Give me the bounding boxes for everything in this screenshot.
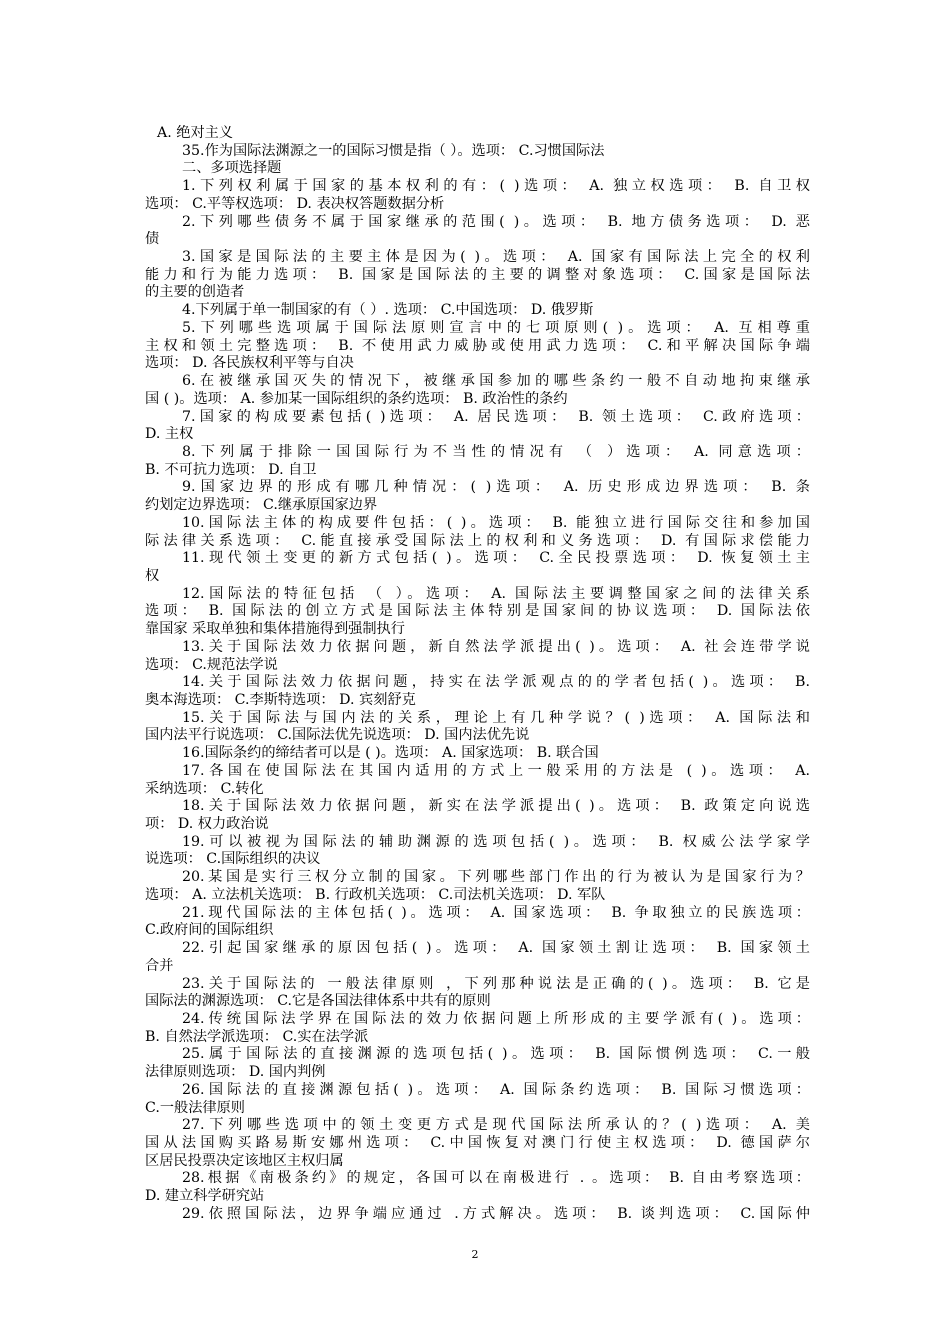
text-line: 采纳选项： C.转化 — [145, 780, 264, 797]
text-line: 二、多项选择题 — [182, 160, 282, 177]
text-line: 26.国际法的直接渊源包括( )。选项： A. 国际条约选项： B. 国际习惯选项： — [182, 1081, 810, 1098]
text-line: C.一般法律原则 — [145, 1099, 245, 1116]
text-line: 14.关于国际法效力依据问题，持实在法学派观点的的学者包括( )。选项： B. — [182, 674, 810, 691]
text-line: 靠国家 采取单独和集体措施得到强制执行 — [145, 621, 405, 638]
text-line: 的主要的创造者 — [145, 284, 245, 301]
text-line: 主权和领土完整选项： B. 不使用武力威胁或使用武力选项： C.和平解决国际争端 — [145, 337, 810, 354]
text-line: 际法律关系选项： C.能直接承受国际法上的权利和义务选项： D. 有国际求偿能力 — [145, 532, 810, 549]
text-line: 29.依照国际法，边界争端应通过 .方式解决。选项： B. 谈判选项： C.国际仲 — [182, 1205, 810, 1222]
text-line: 12.国际法的特征包括 （ ）。选项： A. 国际法主要调整国家之间的法律关系 — [182, 585, 810, 602]
text-line: 5.下列哪些选项属于国际法原则宣言中的七项原则( )。选项： A. 互相尊重 — [182, 319, 810, 336]
text-line: 选项： D. 各民族权利平等与自决 — [145, 355, 354, 372]
text-line: 1.下列权利属于国家的基本权利的有：( )选项： A. 独立权选项： B. 自卫权 — [182, 178, 810, 195]
text-line: D. 建立科学研究站 — [145, 1188, 265, 1205]
text-line: 6.在被继承国灭失的情况下，被继承国参加的哪些条约一般不自动地拘束继承 — [182, 373, 810, 390]
text-line: 22.引起国家继承的原因包括( )。选项： A. 国家领土割让选项： B. 国家领土 — [182, 940, 810, 957]
text-line: 能力和行为能力选项： B. 国家是国际法的主要的调整对象选项： C.国家是国际法 — [145, 266, 810, 283]
text-line: 选项： C.规范法学说 — [145, 656, 278, 673]
text-line: 国内法平行说选项： C.国际法优先说选项： D. 国内法优先说 — [145, 727, 530, 744]
text-line: 8.下列属于排除一国国际行为不当性的情况有 （ ）选项： A. 同意选项： — [182, 443, 810, 460]
text-line: 24.传统国际法学界在国际法的效力依据问题上所形成的主要学派有( )。选项： — [182, 1010, 810, 1027]
text-line: 约划定边界选项： C.继承原国家边界 — [145, 497, 378, 514]
text-line: 权 — [145, 567, 160, 584]
text-line: 2.下列哪些债务不属于国家继承的范围( )。选项： B. 地方债务选项： D. 恶 — [182, 213, 810, 230]
text-line: 国际法的渊源选项： C.它是各国法律体系中共有的原则 — [145, 993, 491, 1010]
text-line: 13.关于国际法效力依据问题，新自然法学派提出( )。选项： A. 社会连带学说 — [182, 638, 810, 655]
text-line: 17.各国在使国际法在其国内适用的方式上一般采用的方法是 ( )。选项： A. — [182, 762, 810, 779]
text-line: 3.国家是国际法的主要主体是因为( )。选项： A. 国家有国际法上完全的权利 — [182, 249, 810, 266]
page-number: 2 — [471, 1248, 479, 1261]
text-line: 18.关于国际法效力依据问题，新实在法学派提出( )。选项： B. 政策定向说选 — [182, 798, 810, 815]
text-line: 21.现代国际法的主体包括( )。选项： A. 国家选项： B. 争取独立的民族选项： — [182, 904, 810, 921]
text-line: 15.关于国际法与国内法的关系，理论上有几种学说？( )选项： A. 国际法和 — [182, 709, 810, 726]
text-line: 国从法国购买路易斯安娜州选项： C.中国恢复对澳门行使主权选项： D. 德国萨尔 — [145, 1134, 810, 1151]
text-line: 35.作为国际法渊源之一的国际习惯是指（ ）。选项： C.习惯国际法 — [182, 142, 605, 159]
text-line: B. 不可抗力选项： D. 自卫 — [145, 461, 317, 478]
text-line: 项： D. 权力政治说 — [145, 816, 269, 833]
text-line: 区居民投票决定该地区主权归属 — [145, 1152, 344, 1169]
text-line: 奥本海选项： C.李斯特选项： D. 宾刻舒克 — [145, 692, 416, 708]
text-line: 债 — [145, 231, 160, 248]
text-line: C.政府间的国际组织 — [145, 922, 274, 939]
text-line: 4.下列属于单一制国家的有（ ）. 选项： C.中国选项： D. 俄罗斯 — [182, 302, 594, 319]
text-line: 10.国际法主体的构成要件包括：( )。选项： B. 能独立进行国际交往和参加国 — [182, 514, 810, 531]
text-line: 19.可以被视为国际法的辅助渊源的选项包括( )。选项： B. 权威公法学家学 — [182, 833, 810, 850]
text-line: 选项： B. 国际法的创立方式是国际法主体特别是国家间的协议选项： D. 国际法依 — [145, 603, 810, 620]
text-line: 16.国际条约的缔结者可以是 ( )。选项： A. 国家选项： B. 联合国 — [182, 745, 599, 762]
text-line: 说选项： C.国际组织的决议 — [145, 851, 321, 868]
text-line: 23.关于国际法的 一般法律原则 ，下列那种说法是正确的( )。选项： B. 它是 — [182, 975, 810, 992]
text-line: 国 ( )。选项： A. 参加某一国际组织的条约选项： B. 政治性的条约 — [145, 390, 568, 407]
document-body — [145, 125, 810, 1224]
text-line: B. 自然法学派选项： C.实在法学派 — [145, 1028, 369, 1045]
text-line: 28.根据《南极条约》的规定，各国可以在南极进行 . 。选项： B. 自由考察选项： — [182, 1170, 810, 1187]
text-line: 选项： C.平等权选项： D. 表决权答题数据分析 — [145, 195, 445, 212]
text-line: 7.国家的构成要素包括( )选项： A. 居民选项： B. 领土选项： C.政府选项： — [182, 408, 810, 425]
text-line: 11.现代领土变更的新方式包括( )。选项： C.全民投票选项： D. 恢复领土主 — [182, 550, 810, 567]
text-line: 法律原则选项： D. 国内判例 — [145, 1064, 326, 1081]
text-line: 合并 — [145, 957, 174, 974]
text-line: A. 绝对主义 — [157, 125, 234, 141]
text-line: D. 主权 — [145, 426, 194, 443]
text-line: 9.国家边界的形成有哪几种情况：( )选项： A. 历史形成边界选项： B. 条 — [182, 479, 810, 496]
text-line: 25.属于国际法的直接渊源的选项包括( )。选项： B. 国际惯例选项： C.一般 — [182, 1046, 810, 1063]
text-line: 20.某国是实行三权分立制的国家。下列哪些部门作出的行为被认为是国家行为？ — [182, 869, 810, 886]
text-line: 27.下列哪些选项中的领土变更方式是现代国际法所承认的？( )选项： A. 美 — [182, 1117, 810, 1134]
text-line: 选项： A. 立法机关选项： B. 行政机关选项： C.司法机关选项： D. 军队 — [145, 886, 606, 903]
